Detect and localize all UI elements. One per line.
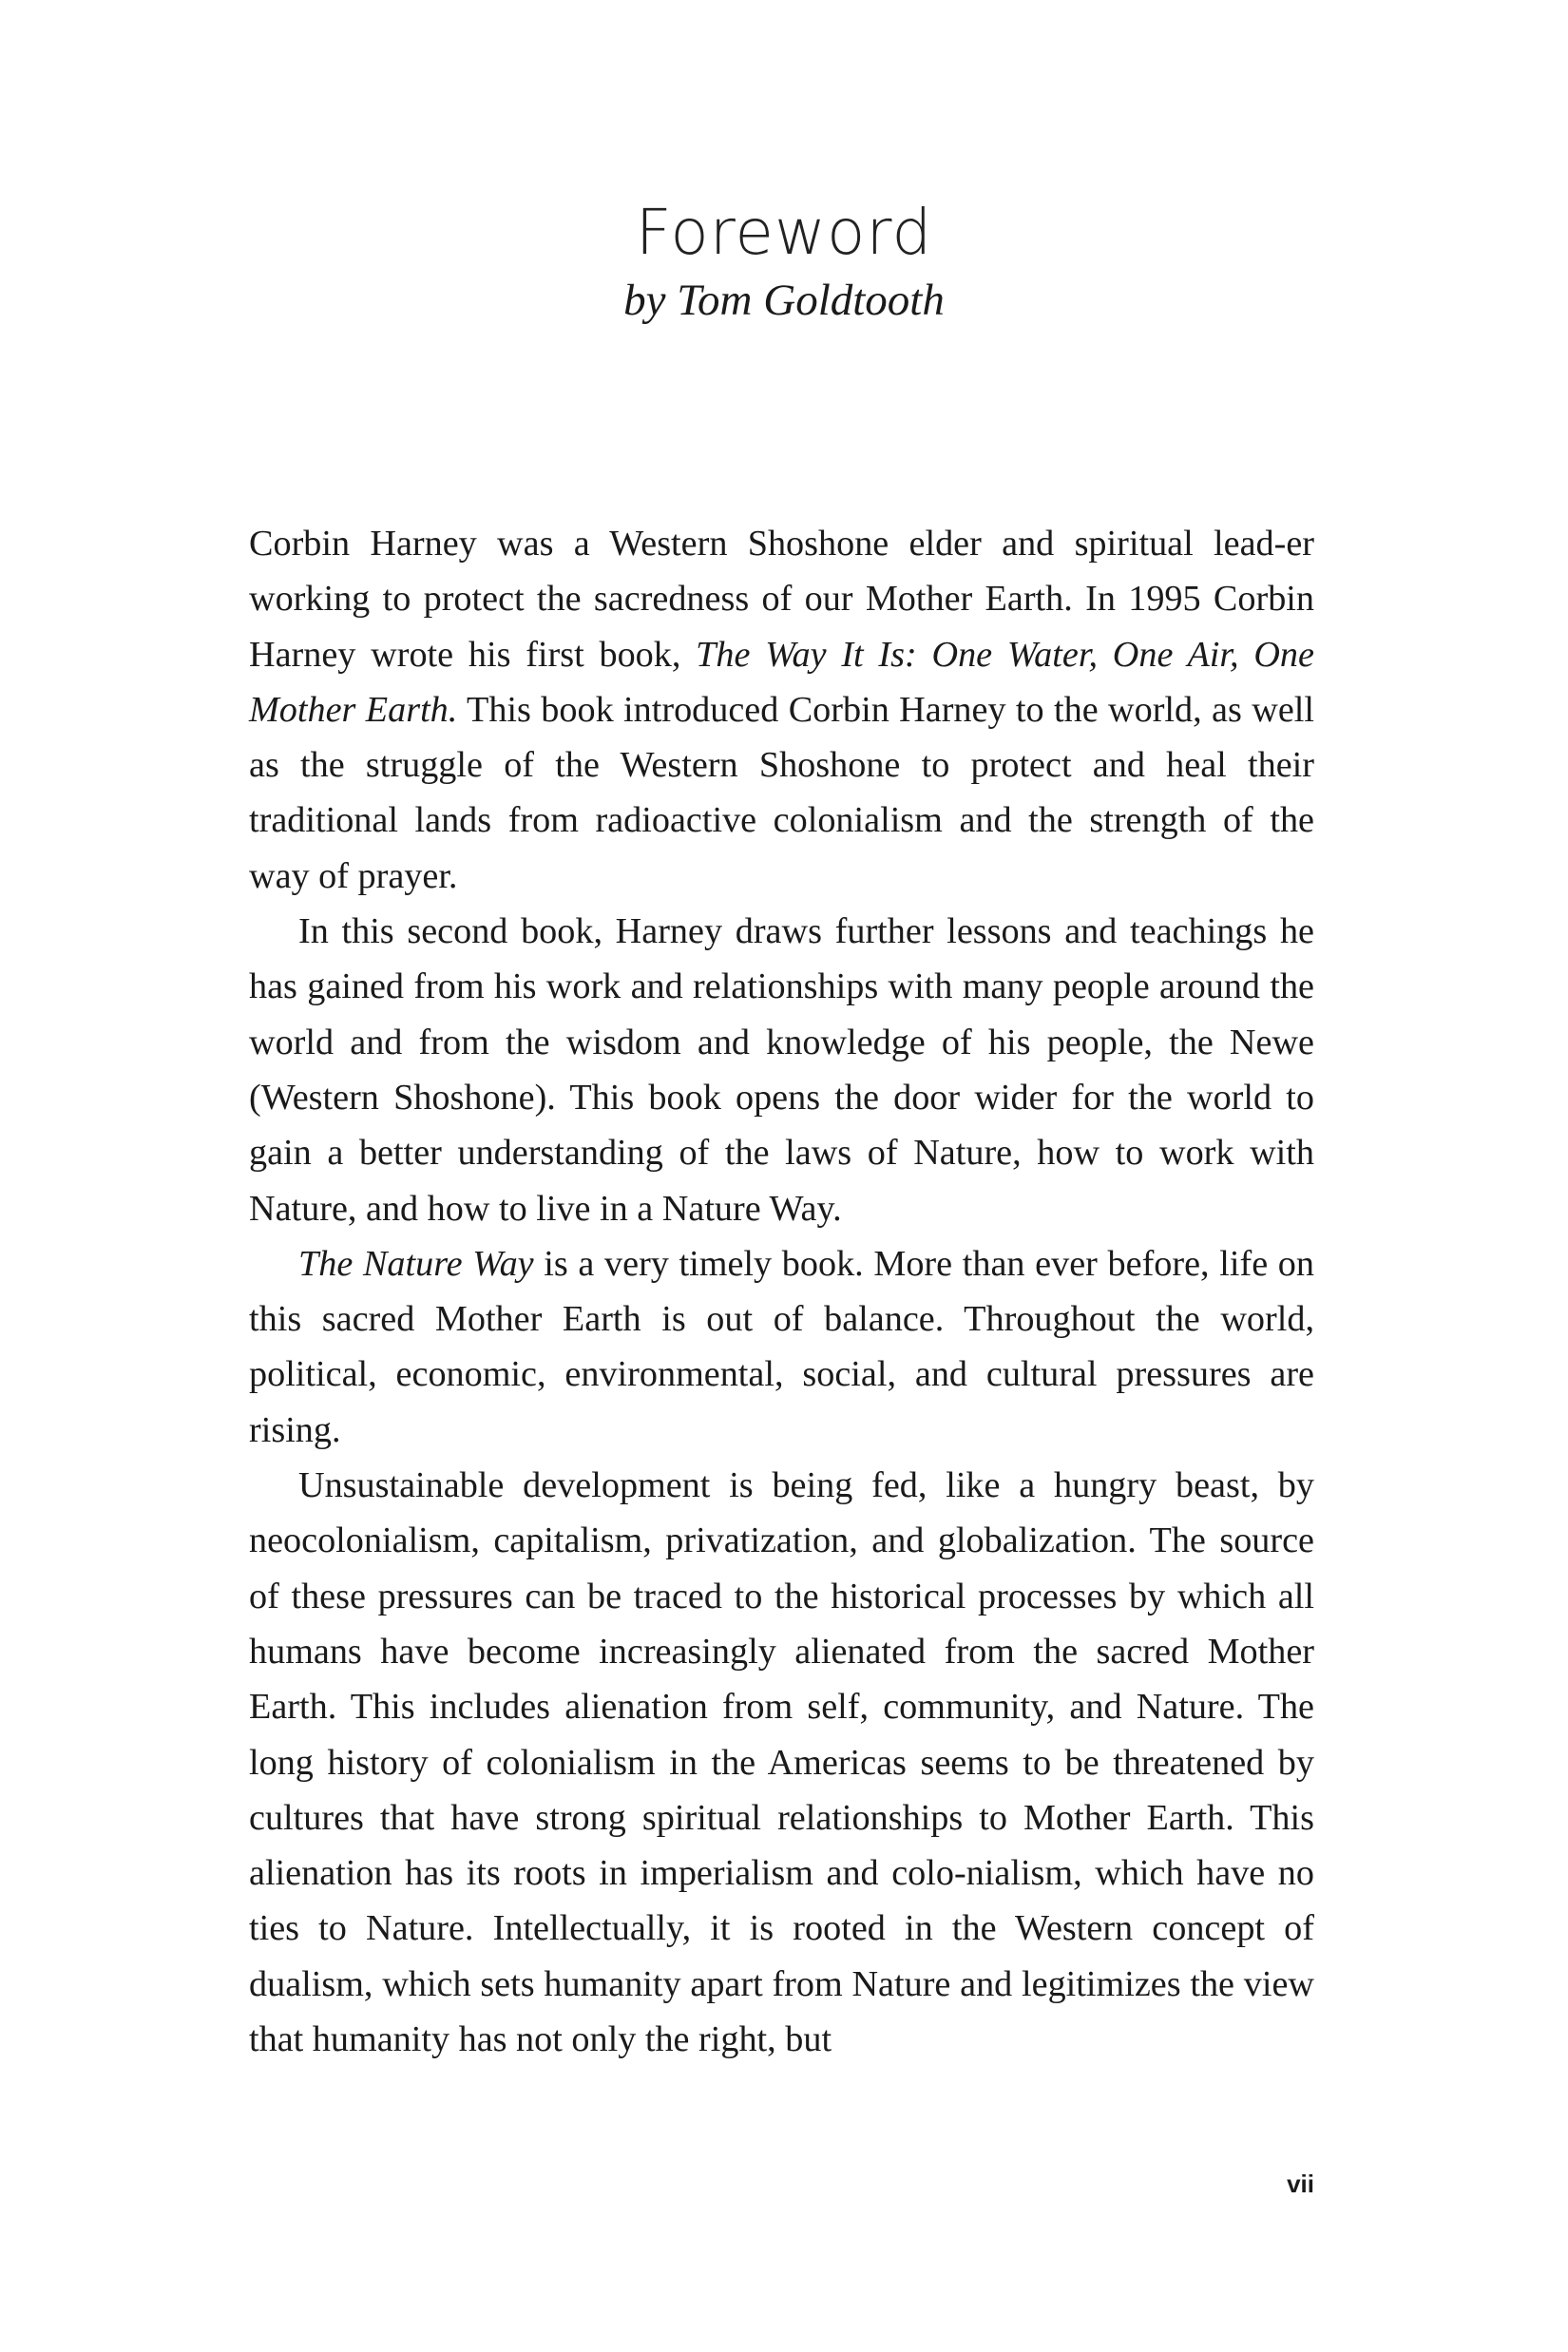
author-byline: by Tom Goldtooth <box>623 276 945 325</box>
paragraph-text: Unsustainable development is being fed, like a hungry beast, by neocolonialism, capitalism, privatization, and globalization. The source of these pressures can be traced to the historical processes by which all humans have become increasingly alienated from the sacred Mother Earth. This includes alienation from self, community, and Nature. The long history of colonialism in the Americas seems to be threatened by cultures that have strong spiritual relationships to Mother Earth. This alienation has its roots in imperialism and colo-nialism, which have no ties to Nature. Intellectually, it is rooted in the Western concept of dualism, which sets humanity apart from Nature and legitimizes the view that humanity has not only the right, but <box>249 1465 1314 2060</box>
paragraph <box>249 1236 1314 1458</box>
book-title: The Nature Way <box>298 1243 534 1284</box>
body-text <box>249 516 1314 2067</box>
paragraph-text: Corbin Harney was a Western Shoshone elder and spiritual lead-er working to protect the sacredness of our Mother Earth. In 1995 Corbin Harney wrote his first book, <box>249 524 1314 675</box>
paragraph <box>249 516 1314 904</box>
paragraph <box>249 904 1314 1236</box>
paragraph-text: This book introduced Corbin Harney to the world, as well as the struggle of the Western Shoshone to protect and heal their traditional lands from radioactive colonialism and the strength of the way of prayer. <box>249 689 1314 896</box>
book-title: The Way It Is: One Water, One Air, One Mother Earth. <box>249 634 1314 730</box>
page-title: Foreword <box>635 196 933 269</box>
paragraph-text: In this second book, Harney draws further lessons and teachings he has gained from his work and relationships with many people around the world and from the wisdom and knowledge of his people, the Newe (Western Shoshone). This book opens the door wider for the world to gain a better understanding of the laws of Nature, how to work with Nature, and how to live in a Nature Way. <box>249 911 1314 1229</box>
paragraph-text: is a very timely book. More than ever before, life on this sacred Mother Earth is out of balance. Throughout the world, political, economic, environmental, social, and cultural pressures are rising. <box>249 1243 1314 1450</box>
page-number: vii <box>1287 2170 1314 2198</box>
paragraph <box>249 1458 1314 2067</box>
